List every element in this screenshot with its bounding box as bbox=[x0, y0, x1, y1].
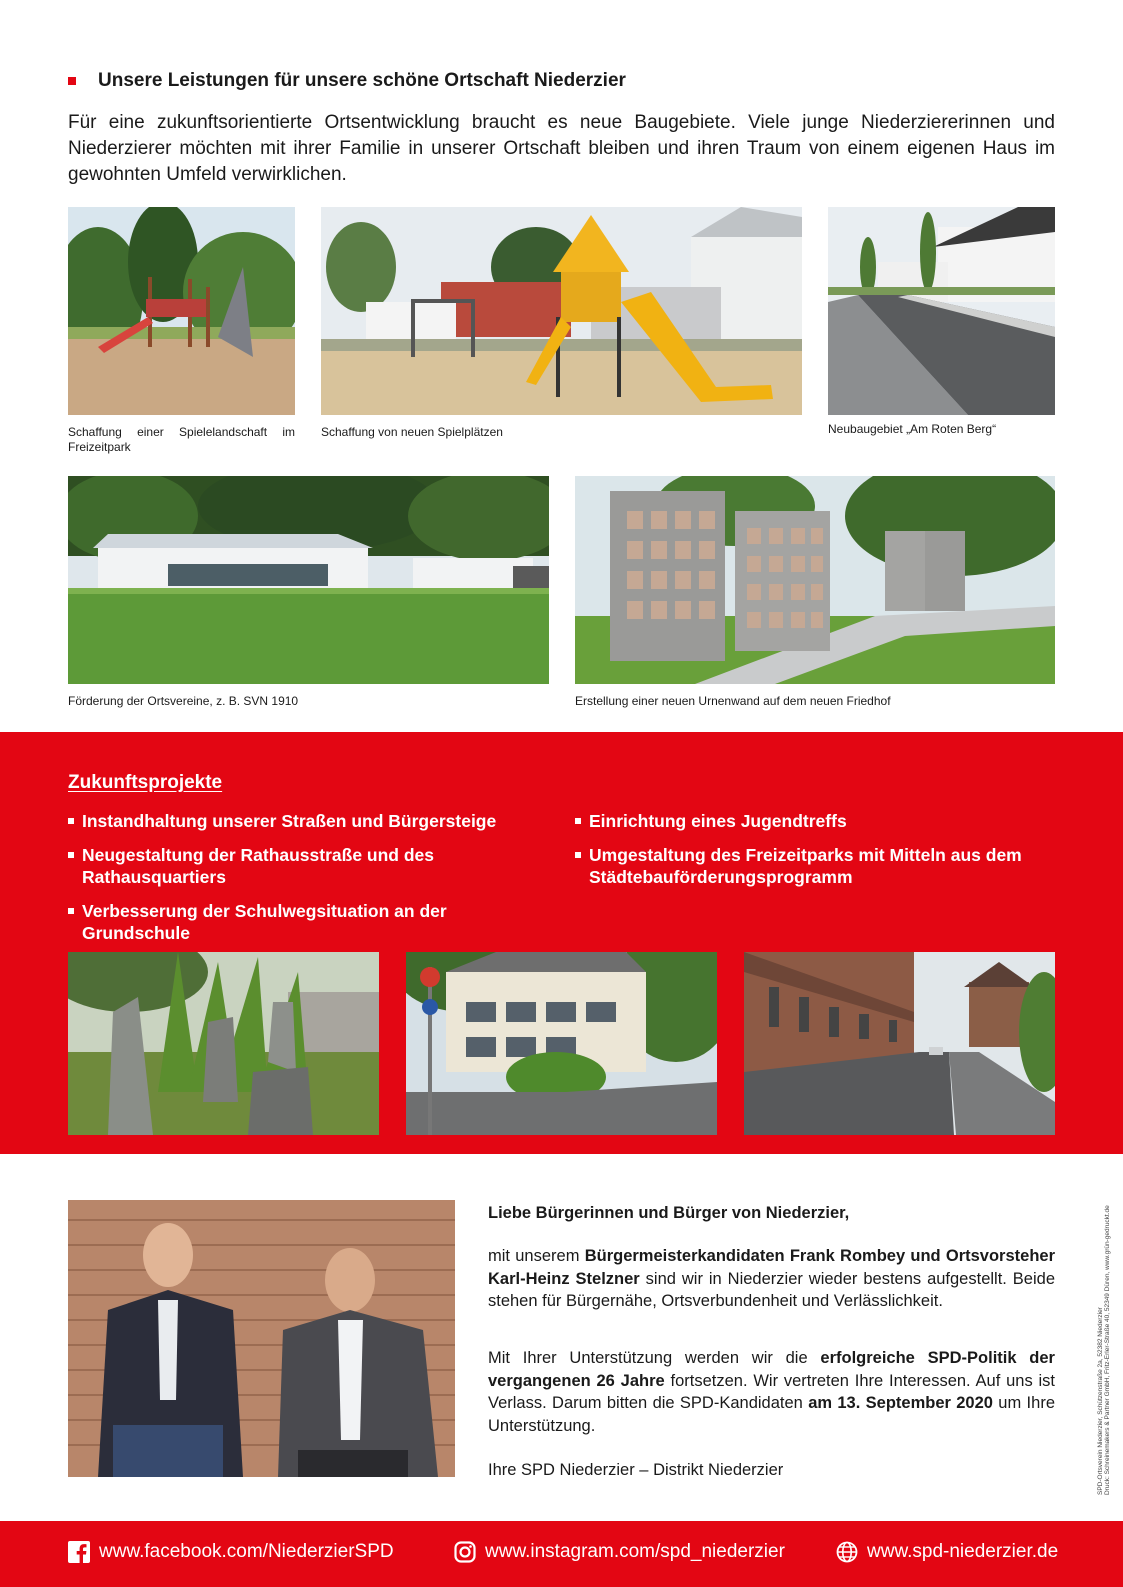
imprint-line-2: Druck: Schreinemakers & Partner GmbH, Fritz-Erler-Straße 40, 52349 Düren, www.grün-gedruckt.de bbox=[1104, 1205, 1111, 1495]
red-square-bullet-icon bbox=[68, 77, 76, 85]
caption-playground-park: Schaffung einer Spielelandschaft im Freizeitpark bbox=[68, 425, 295, 454]
photo-new-playground bbox=[321, 207, 802, 415]
photo-school-street bbox=[406, 952, 717, 1135]
bullet-square-icon bbox=[68, 818, 74, 824]
instagram-icon bbox=[454, 1541, 476, 1563]
caption-housing-area: Neubaugebiet „Am Roten Berg“ bbox=[828, 422, 997, 436]
letter-paragraph-2: Mit Ihrer Unterstützung werden wir die erfolgreiche SPD-Politik der vergangenen 26 Jahre fortsetzen. Wir vertreten Ihre Interessen. Auf uns ist Verlass. Darum bitten die SPD-Kandidaten am 13. September 2020 um Ihre Unterstützung. bbox=[488, 1349, 1055, 1435]
project-item: Einrichtung eines Jugendtreffs bbox=[575, 810, 1045, 832]
bullet-square-icon bbox=[68, 908, 74, 914]
facebook-icon bbox=[68, 1541, 90, 1563]
photo-candidates bbox=[68, 1200, 455, 1477]
imprint bbox=[1097, 1180, 1111, 1495]
caption-urn-wall: Erstellung einer neuen Urnenwand auf dem neuen Friedhof bbox=[575, 694, 891, 708]
caption-new-playgrounds: Schaffung von neuen Spielplätzen bbox=[321, 425, 503, 439]
page-title: Unsere Leistungen für unsere schöne Ortschaft Niederzier bbox=[98, 70, 626, 91]
photo-new-housing-area bbox=[828, 207, 1055, 415]
photo-playground-park bbox=[68, 207, 295, 415]
website-link[interactable]: www.spd-niederzier.de bbox=[836, 1541, 1058, 1563]
section-heading bbox=[68, 70, 626, 92]
project-item: Instandhaltung unserer Straßen und Bürgersteige bbox=[68, 810, 538, 832]
photo-residential-street bbox=[744, 952, 1055, 1135]
instagram-link[interactable]: www.instagram.com/spd_niederzier bbox=[454, 1541, 785, 1563]
bullet-square-icon bbox=[575, 818, 581, 824]
letter-signature: Ihre SPD Niederzier – Distrikt Niederzier bbox=[488, 1461, 784, 1479]
photo-urn-wall bbox=[575, 476, 1055, 684]
letter-greeting: Liebe Bürgerinnen und Bürger von Niederzier, bbox=[488, 1204, 850, 1222]
caption-sports-club: Förderung der Ortsvereine, z. B. SVN 1910 bbox=[68, 694, 299, 708]
photo-overgrown-stones bbox=[68, 952, 379, 1135]
project-item: Verbesserung der Schulwegsituation an der Grundschule bbox=[68, 900, 488, 944]
letter-paragraph-1: mit unserem Bürgermeisterkandidaten Frank Rombey und Ortsvorsteher Karl-Heinz Stelzner sind wir in Niederzier wieder bestens aufgestellt. Beide stehen für Bürgernähe, Ortsverbundenheit und Verlässlichkeit. bbox=[488, 1247, 1056, 1310]
imprint-line-1: SPD-Ortsverein Niederzier, Schützenstraße 2a, 52382 Niederzier bbox=[1097, 1307, 1104, 1495]
project-item: Neugestaltung der Rathausstraße und des Rathausquartiers bbox=[68, 844, 523, 888]
project-item: Umgestaltung des Freizeitparks mit Mitteln aus dem Städtebauförderungsprogramm bbox=[575, 844, 1045, 888]
globe-icon bbox=[836, 1541, 858, 1563]
photo-sports-club bbox=[68, 476, 549, 684]
future-projects-title: Zukunftsprojekte bbox=[68, 772, 223, 793]
bullet-square-icon bbox=[68, 852, 74, 858]
facebook-link[interactable]: www.facebook.com/NiederzierSPD bbox=[68, 1541, 394, 1563]
bullet-square-icon bbox=[575, 852, 581, 858]
intro-paragraph: Für eine zukunftsorientierte Ortsentwicklung braucht es neue Baugebiete. Viele junge Niederziererinnen und Niederzierer möchten mit ihrer Familie in unserer Ortschaft bleiben und ihren Traum von einem eigenen Haus im gewohnten Umfeld verwirklichen. bbox=[68, 112, 1055, 185]
